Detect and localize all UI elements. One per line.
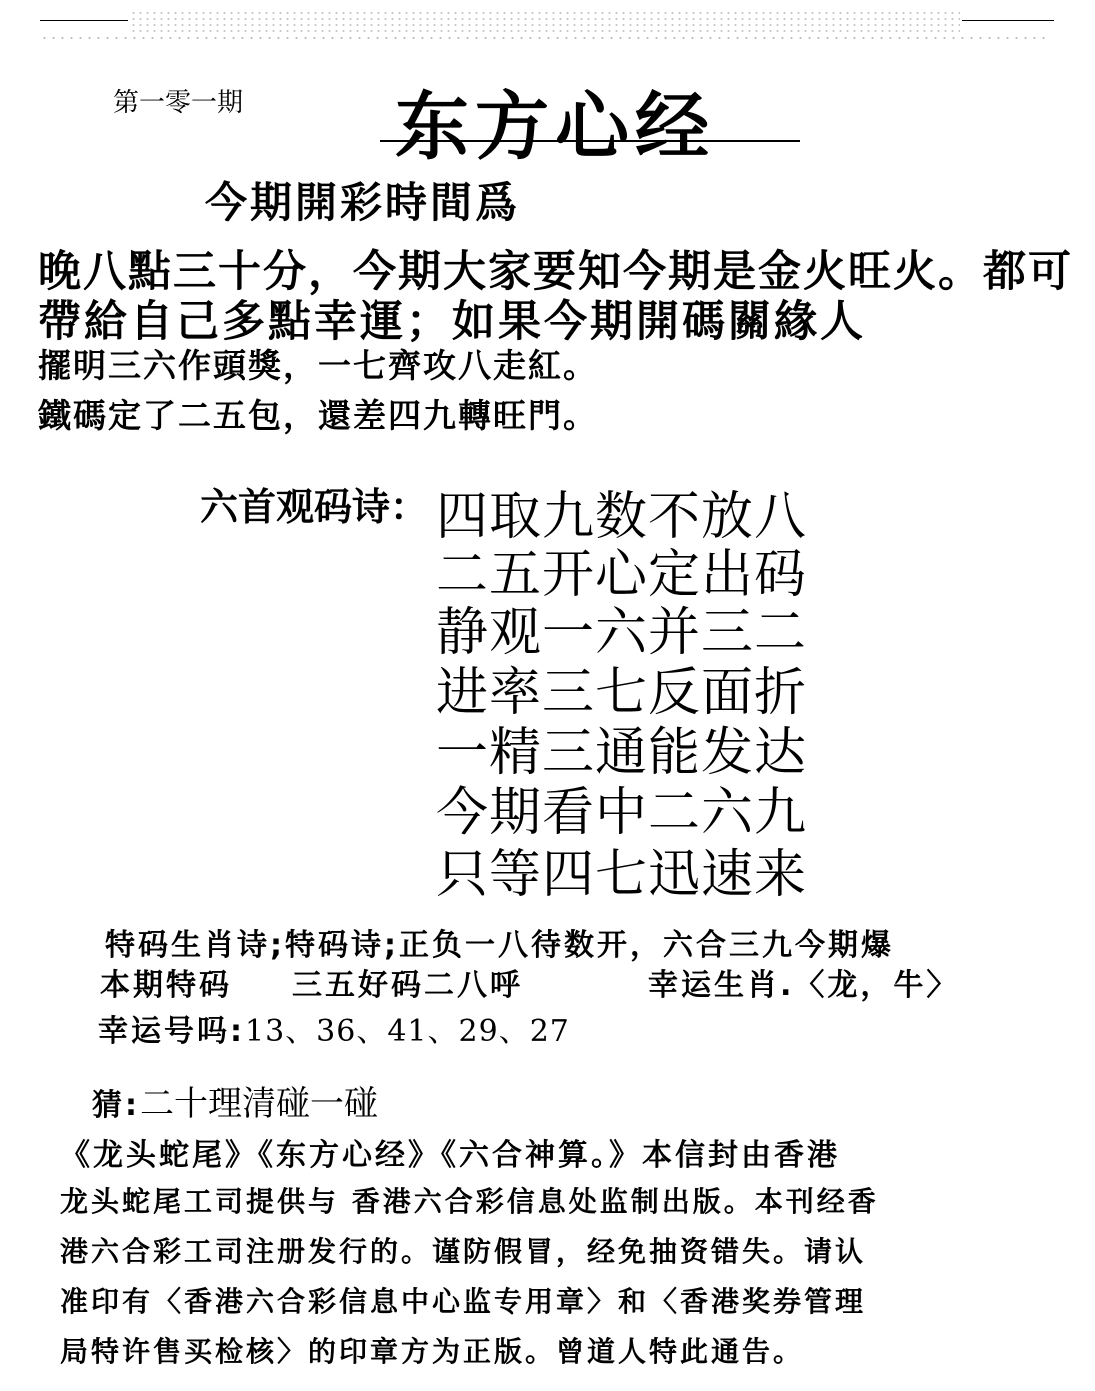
riddle-label: 猜: <box>92 1088 140 1123</box>
intro-line: 晚八點三十分，今期大家要知今期是金火旺火。都可 <box>38 247 1073 297</box>
footer-line: 《龙头蛇尾》《东方心经》《六合神算。》本信封由香港 <box>60 1138 840 1173</box>
poem-line: 今期看中二六九 <box>436 783 808 843</box>
poem-line: 四取九数不放八 <box>436 487 808 547</box>
lucky-numbers <box>98 1006 570 1050</box>
header-rule-left <box>40 20 128 21</box>
poem-line: 进率三七反面折 <box>436 663 808 723</box>
riddle-text: 二十理清碰一碰 <box>140 1084 378 1124</box>
footer-line: 龙头蛇尾工司提供与 香港六合彩信息处监制出版。本刊经香 <box>60 1185 879 1218</box>
lucky-numbers-value: 13、36、41、29、27 <box>245 1014 570 1049</box>
riddle <box>92 1076 378 1125</box>
issue-number: 第一零一期 <box>113 88 244 118</box>
intro-line: 帶給自己多點幸運；如果今期開碼關緣人 <box>38 297 866 347</box>
poem-line: 静观一六并三二 <box>436 603 808 663</box>
lucky-numbers-label: 幸运号吗: <box>98 1014 245 1049</box>
header-rule-right <box>962 20 1054 21</box>
page-title: 东方心经 <box>395 84 715 170</box>
footer-line: 准印有〈香港六合彩信息中心监专用章〉和〈香港奖券管理 <box>60 1285 867 1318</box>
poem-label: 六首观码诗： <box>200 485 429 529</box>
lucky-zodiac: 幸运生肖.〈龙，牛〉 <box>648 968 960 1003</box>
period-code-label: 本期特码 <box>100 968 232 1003</box>
intro-line: 擺明三六作頭獎，一七齊攻八走紅。 <box>38 346 598 385</box>
period-code-value: 三五好码二八呼 <box>292 968 523 1003</box>
header-dot-band <box>130 10 960 34</box>
poem-line: 只等四七迅速来 <box>436 845 808 905</box>
intro-line: 鐵碼定了二五包，還差四九轉旺門。 <box>38 396 598 435</box>
footer-line: 局特许售买检核〉的印章方为正版。曾道人特此通告。 <box>60 1335 805 1368</box>
special-code-poem: 特码生肖诗;特码诗;正负一八待数开，六合三九今期爆 <box>105 928 894 963</box>
draw-time-heading: 今期開彩時間爲 <box>205 178 521 227</box>
poem-line: 一精三通能发达 <box>436 723 808 783</box>
header-dotted-rule <box>40 36 1050 40</box>
poem-line: 二五开心定出码 <box>436 545 808 605</box>
footer-line: 港六合彩工司注册发行的。谨防假冒，经免抽资错失。请认 <box>60 1235 867 1268</box>
title-underline <box>380 140 800 142</box>
